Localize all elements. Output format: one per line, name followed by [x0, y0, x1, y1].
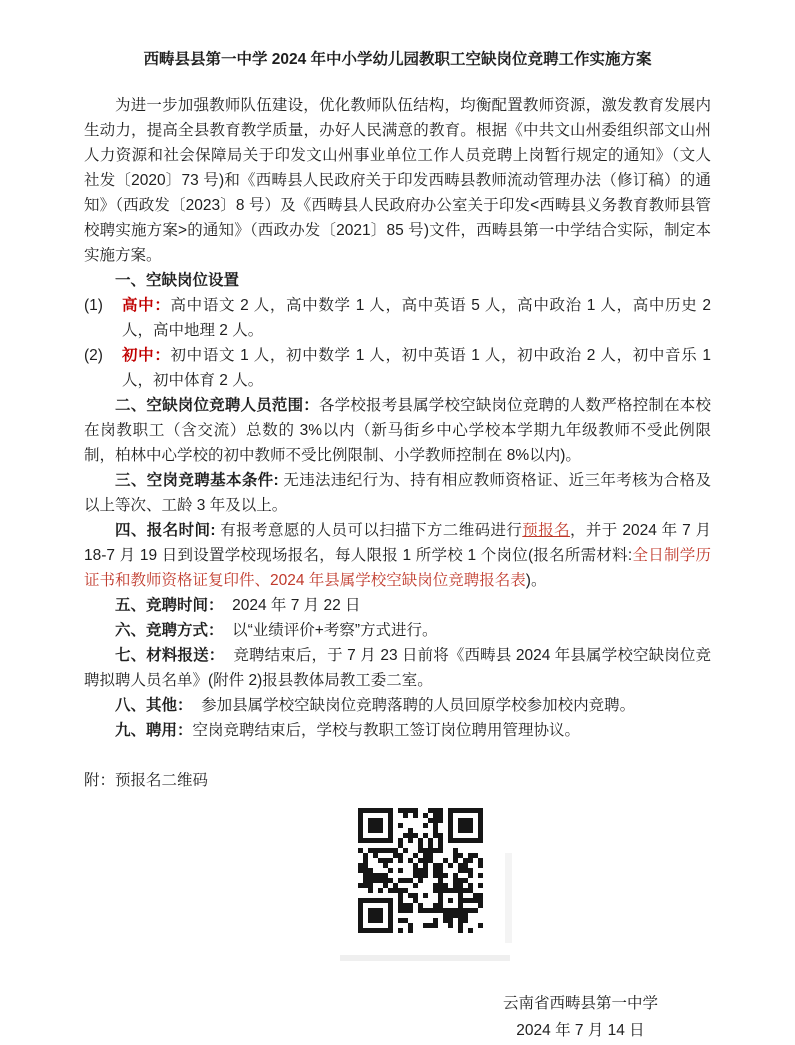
- text-run: 为进一步加强教师队伍建设，优化教师队伍结构，均衡配置教师资源，激发教育发展内生动力，提高全县教育教学质量，办好人民满意的教育。根据《中共文山州委组织部文山州人力资源和社会保障局关于印发文山州事业单位工作人员竞聘上岗暂行规定的通知》（文人社发〔2020〕73 号)和《西畴县人民政府关于印发西畴县教师流动管理办法（修订稿）的通知》（西政发〔2023〕8 号）及《西畴县人民政府办公室关于印发<西畴县义务教育教师县管校聘实施方案>的通知》（西政办发〔2021〕85 号)文件，西畴县第一中学结合实际，制定本实施方案。: [84, 97, 711, 264]
- text-run: 以“业绩评价+考察”方式进行。: [223, 622, 438, 639]
- text-run: 初中：: [122, 347, 171, 364]
- list-marker: (1): [84, 297, 103, 314]
- pre-registration-link[interactable]: 预报名: [522, 522, 570, 539]
- list-marker: (2): [84, 347, 103, 364]
- text-run: 六、竞聘方式：: [115, 622, 224, 639]
- pasted-image-artifact-horizontal: [340, 955, 510, 961]
- paragraph: [84, 393, 711, 468]
- text-run: 高中语文 2 人，高中数学 1 人，高中英语 5 人，高中政治 1 人，高中历史 2 人，高中地理 2 人。: [122, 297, 716, 339]
- text-run: 一、空缺岗位设置: [115, 272, 240, 289]
- text-run: 高中：: [122, 297, 171, 314]
- paragraph: [84, 693, 711, 718]
- paragraph: [84, 93, 711, 268]
- text-run: 2024 年 7 月 22 日: [223, 597, 361, 614]
- document-title: 西畴县县第一中学 2024 年中小学幼儿园教职工空缺岗位竞聘工作实施方案: [143, 51, 652, 68]
- pasted-image-artifact-vertical: [505, 853, 512, 943]
- text-run: 全日制学历证书和教师资格证复印件、2024 年县属学校空缺岗位竞聘报名表: [84, 547, 711, 589]
- text-run: ，并于 2024 年 7 月18-7 月 19 日到设置学校现场报名，每人限报 1 所学校 1 个岗位(报名所需材料:: [84, 522, 712, 564]
- paragraph: [84, 618, 711, 643]
- text-run: 竞聘结束后，于 7 月 23 日前将《西畴县 2024 年县属学校空缺岗位竞聘拟聘人员名单》(附件 2)报县教体局教工委二室。: [84, 647, 711, 689]
- paragraph: [84, 518, 711, 593]
- text-run: )。: [525, 572, 547, 589]
- text-run: 七、材料报送：: [115, 647, 225, 664]
- paragraph: [84, 718, 711, 743]
- text-run: 无违法违纪行为、持有相应教师资格证、近三年考核为合格及以上等次、工龄 3 年及以上。: [84, 472, 711, 514]
- text-run: 四、报名时间:: [115, 522, 216, 539]
- text-run: 二、空缺岗位竞聘人员范围：: [115, 397, 319, 414]
- text-run: 九、聘用：: [115, 722, 193, 739]
- attachment-label: 附：预报名二维码: [84, 772, 209, 789]
- text-run: 参加县属学校空缺岗位竞聘落聘的人员回原学校参加校内竞聘。: [192, 697, 636, 714]
- signature-block: [503, 990, 658, 1044]
- text-run: 有报考意愿的人员可以扫描下方二维码进行: [215, 522, 523, 539]
- text-run: 五、竞聘时间：: [115, 597, 224, 614]
- qr-image-block: [340, 808, 512, 965]
- section-heading: [84, 268, 711, 293]
- text-run: 初中语文 1 人，初中数学 1 人，初中英语 1 人，初中政治 2 人，初中音乐 1 人，初中体育 2 人。: [122, 347, 716, 389]
- document-body: [84, 93, 716, 743]
- text-run: 八、其他：: [115, 697, 193, 714]
- list-item: [84, 293, 716, 343]
- qr-code: [358, 808, 483, 933]
- paragraph: [84, 593, 711, 618]
- text-run: 三、空岗竞聘基本条件:: [115, 472, 279, 489]
- signature-date: 2024 年 7 月 14 日: [516, 1022, 645, 1039]
- text-run: 各学校报考县属学校空缺岗位竞聘的人数严格控制在本校在岗教职工（含交流）总数的 3%以内（新马街乡中心学校本学期九年级教师不受此例限制，柏林中心学校的初中教师不受比例限制、小学教师控制在 8%以内)。: [84, 397, 711, 464]
- list-item: [84, 343, 716, 393]
- signature-org: 云南省西畴县第一中学: [502, 995, 658, 1012]
- paragraph: [84, 643, 711, 693]
- text-run: 空岗竞聘结束后，学校与教职工签订岗位聘用管理协议。: [192, 722, 581, 739]
- paragraph: [84, 468, 711, 518]
